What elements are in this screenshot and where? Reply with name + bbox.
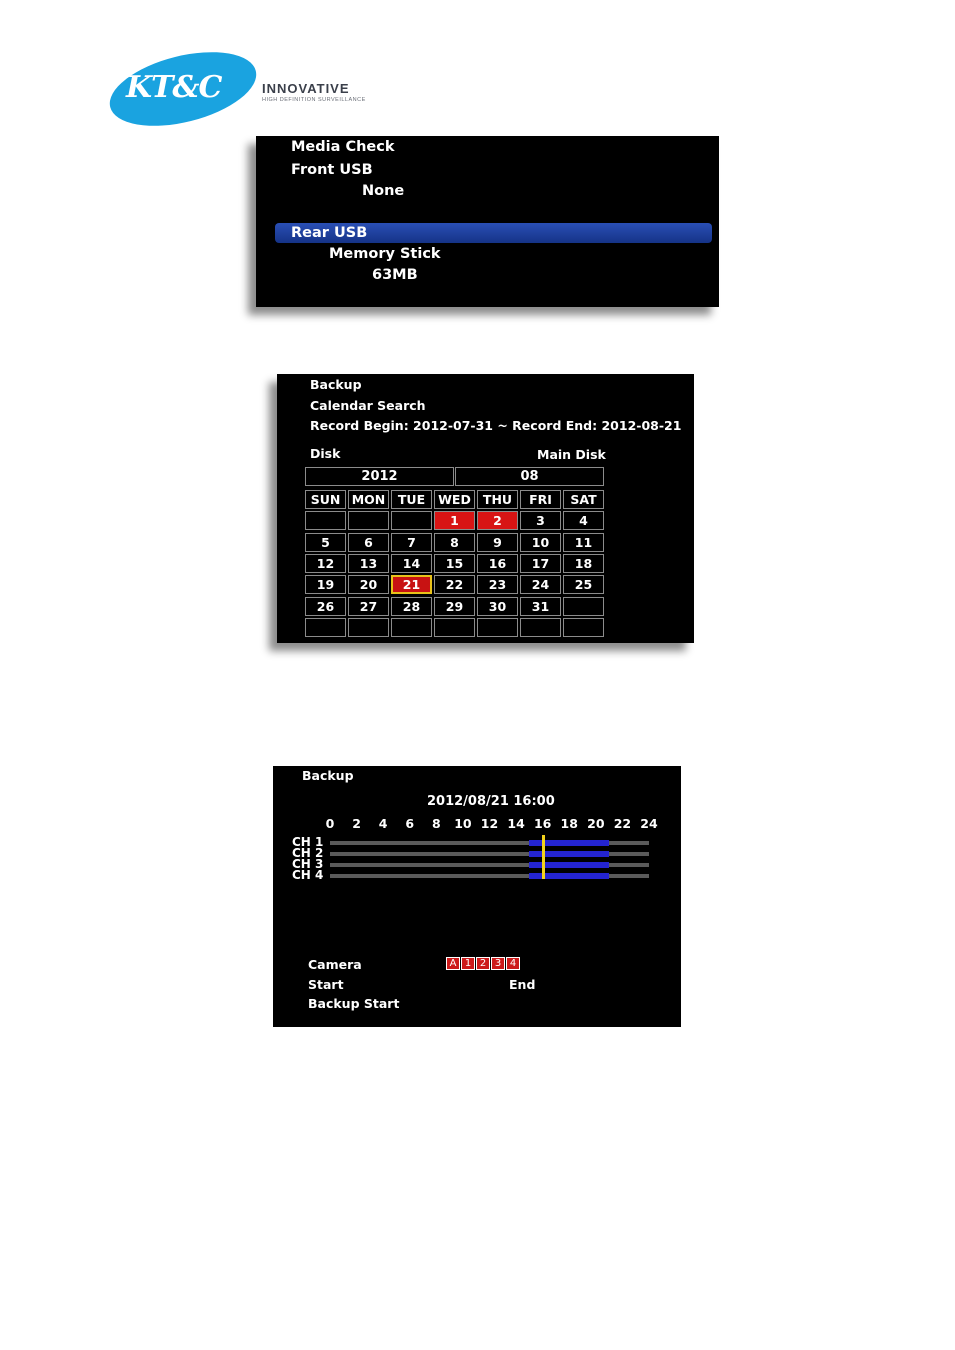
calendar-day[interactable]: 31 xyxy=(520,597,561,616)
record-range: Record Begin: 2012-07-31 ~ Record End: 2012-08-21 xyxy=(310,418,682,433)
calendar-day[interactable]: 8 xyxy=(434,533,475,552)
calendar-day[interactable]: 7 xyxy=(391,533,432,552)
weekday-header: THU xyxy=(477,490,518,509)
calendar-day[interactable]: 19 xyxy=(305,575,346,594)
calendar-day[interactable]: 5 xyxy=(305,533,346,552)
time-cursor[interactable] xyxy=(542,835,545,879)
calendar-empty-cell xyxy=(391,618,432,637)
calendar-empty-cell xyxy=(391,511,432,530)
calendar-empty-cell xyxy=(563,597,604,616)
calendar-day[interactable]: 16 xyxy=(477,554,518,573)
calendar-day[interactable]: 20 xyxy=(348,575,389,594)
backup-timeline-screen xyxy=(273,766,681,1027)
calendar-empty-cell xyxy=(520,618,561,637)
logo-wordmark: INNOVATIVE xyxy=(262,81,350,96)
logo-tagline: HIGH DEFINITION SURVEILLANCE xyxy=(262,97,366,103)
calendar-day[interactable]: 25 xyxy=(563,575,604,594)
hour-tick-label: 20 xyxy=(587,816,605,831)
calendar-day[interactable]: 13 xyxy=(348,554,389,573)
calendar-screen-title: Backup xyxy=(310,377,362,392)
weekday-header: TUE xyxy=(391,490,432,509)
timeline-screen-title: Backup xyxy=(302,768,354,783)
calendar-day[interactable]: 15 xyxy=(434,554,475,573)
camera-channel-toggle[interactable]: 1 xyxy=(461,957,475,970)
disk-value[interactable]: Main Disk xyxy=(537,447,606,462)
calendar-day[interactable]: 23 xyxy=(477,575,518,594)
timeline-datetime: 2012/08/21 16:00 xyxy=(427,794,555,809)
calendar-day[interactable]: 27 xyxy=(348,597,389,616)
calendar-day[interactable]: 18 xyxy=(563,554,604,573)
weekday-header: MON xyxy=(348,490,389,509)
logo-mark: KT&C xyxy=(126,70,222,105)
start-label[interactable]: Start xyxy=(308,977,344,992)
channel-label: CH 4 xyxy=(292,868,324,882)
calendar-empty-cell xyxy=(348,618,389,637)
calendar-day[interactable]: 6 xyxy=(348,533,389,552)
calendar-empty-cell xyxy=(563,618,604,637)
calendar-empty-cell xyxy=(348,511,389,530)
media-check-title: Media Check xyxy=(291,139,395,155)
hour-tick-label: 22 xyxy=(613,816,632,831)
hour-tick-label: 10 xyxy=(454,816,472,831)
calendar-day[interactable]: 14 xyxy=(391,554,432,573)
ktc-logo xyxy=(108,56,378,122)
calendar-search-screen xyxy=(277,374,694,643)
calendar-day[interactable]: 22 xyxy=(434,575,475,594)
camera-label: Camera xyxy=(308,957,362,972)
calendar-day[interactable]: 9 xyxy=(477,533,518,552)
rear-usb-label[interactable]: Rear USB xyxy=(291,225,368,241)
weekday-header: SUN xyxy=(305,490,346,509)
end-label[interactable]: End xyxy=(509,977,536,992)
calendar-day[interactable]: 4 xyxy=(563,511,604,530)
hour-tick-label: 2 xyxy=(352,816,361,831)
backup-start-button[interactable]: Backup Start xyxy=(308,996,400,1011)
calendar-day[interactable]: 12 xyxy=(305,554,346,573)
camera-all-toggle[interactable]: A xyxy=(446,957,460,970)
calendar-day[interactable]: 21 xyxy=(391,575,432,594)
calendar-day[interactable]: 28 xyxy=(391,597,432,616)
calendar-day[interactable]: 17 xyxy=(520,554,561,573)
hour-tick-label: 4 xyxy=(378,816,388,831)
hour-tick-label: 16 xyxy=(533,816,552,831)
weekday-header: SAT xyxy=(563,490,604,509)
hour-tick-label: 8 xyxy=(431,816,441,831)
calendar-empty-cell xyxy=(434,618,475,637)
calendar-day[interactable]: 10 xyxy=(520,533,561,552)
channel-label: CH 2 xyxy=(292,846,324,860)
calendar-empty-cell xyxy=(305,511,346,530)
calendar-day[interactable]: 2 xyxy=(477,511,518,530)
calendar-subtitle: Calendar Search xyxy=(310,398,426,413)
rear-usb-device: Memory Stick xyxy=(329,246,441,262)
rear-usb-size: 63MB xyxy=(372,267,418,283)
hour-tick-label: 24 xyxy=(640,816,658,831)
front-usb-value: None xyxy=(362,183,405,199)
hour-tick-label: 12 xyxy=(480,816,499,831)
camera-channel-toggle[interactable]: 2 xyxy=(476,957,490,970)
front-usb-label[interactable]: Front USB xyxy=(291,162,373,178)
calendar-day[interactable]: 26 xyxy=(305,597,346,616)
calendar-day[interactable]: 24 xyxy=(520,575,561,594)
channel-label: CH 3 xyxy=(292,857,324,871)
hour-tick-label: 14 xyxy=(507,816,525,831)
calendar-day[interactable]: 29 xyxy=(434,597,475,616)
channel-label: CH 1 xyxy=(292,835,324,849)
camera-channel-toggle[interactable]: 3 xyxy=(491,957,505,970)
weekday-header: FRI xyxy=(520,490,561,509)
weekday-header: WED xyxy=(434,490,475,509)
calendar-empty-cell xyxy=(305,618,346,637)
hour-tick-label: 6 xyxy=(405,816,415,831)
hour-tick-label: 0 xyxy=(325,816,335,831)
camera-channel-toggle[interactable]: 4 xyxy=(506,957,520,970)
calendar-day[interactable]: 11 xyxy=(563,533,604,552)
calendar-day[interactable]: 1 xyxy=(434,511,475,530)
year-field[interactable]: 2012 xyxy=(305,467,454,486)
media-check-screen xyxy=(256,136,719,307)
calendar-empty-cell xyxy=(477,618,518,637)
disk-label: Disk xyxy=(310,446,341,461)
month-field[interactable]: 08 xyxy=(455,467,604,486)
calendar-day[interactable]: 3 xyxy=(520,511,561,530)
calendar-day[interactable]: 30 xyxy=(477,597,518,616)
hour-tick-label: 18 xyxy=(560,816,578,831)
